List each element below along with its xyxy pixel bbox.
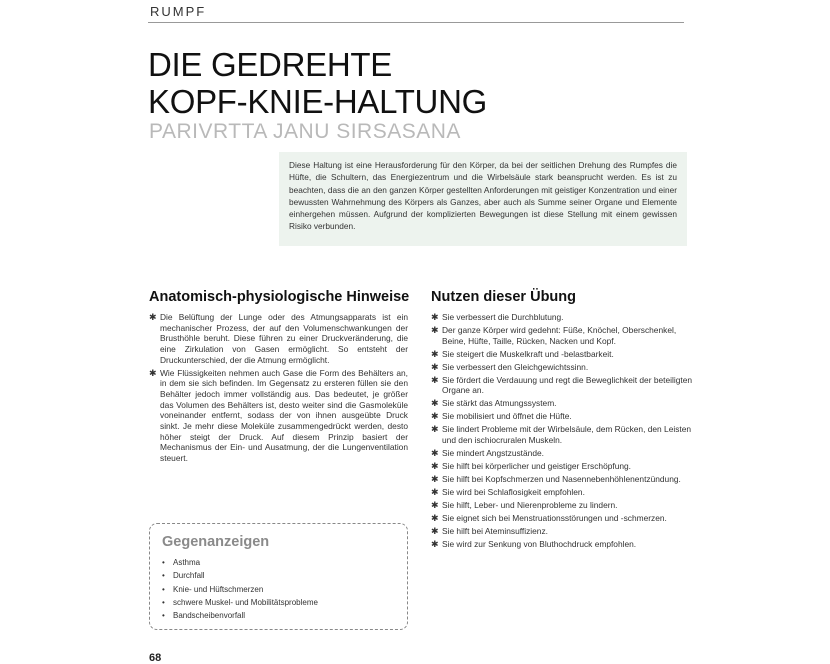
list-item: ✱ Sie lindert Probleme mit der Wirbelsäule, dem Rücken, den Leisten und den ischiocruralen Muskeln.: [431, 424, 692, 446]
list-item: ✱ Sie steigert die Muskelkraft und -belastbarkeit.: [431, 348, 614, 359]
asterisk-bullet-icon: ✱: [431, 398, 439, 409]
list-item: ✱ Sie stärkt das Atmungssystem.: [431, 398, 557, 409]
asterisk-bullet-icon: ✱: [431, 539, 439, 550]
list-item: ✱ Der ganze Körper wird gedehnt: Füße, Knöchel, Oberschenkel, Beine, Hüfte, Taille, Rücken, Nacken und Kopf.: [431, 325, 677, 346]
section-label: RUMPF: [150, 4, 207, 19]
list-item: ✱ Sie mindert Angstzustände.: [431, 448, 544, 459]
benefits-list: [431, 312, 693, 552]
list-item: ✱ Sie hilft bei Kopfschmerzen und Nasennebenhöhlenentzündung.: [431, 474, 681, 485]
title-line-1: DIE GEDREHTE: [148, 46, 392, 83]
title-line-2: KOPF-KNIE-HALTUNG: [148, 83, 487, 120]
bullet-icon: •: [162, 597, 165, 607]
list-item: • Asthma: [162, 556, 395, 569]
asterisk-bullet-icon: ✱: [431, 312, 439, 322]
list-item: ✱ Sie wird bei Schlaflosigkeit empfohlen.: [431, 487, 585, 498]
asterisk-bullet-icon: ✱: [431, 374, 439, 385]
contraindications-list: [162, 556, 395, 622]
bullet-icon: •: [162, 584, 165, 594]
bullet-icon: •: [162, 611, 165, 621]
bullet-icon: •: [162, 558, 165, 567]
asterisk-bullet-icon: ✱: [431, 487, 439, 498]
list-item: ✱ Sie verbessert die Durchblutung.: [431, 312, 564, 322]
asterisk-bullet-icon: ✱: [431, 500, 439, 511]
list-item: ✱ Sie hilft bei körperlicher und geistiger Erschöpfung.: [431, 461, 632, 472]
contraindications-heading: Gegenanzeigen: [162, 534, 270, 550]
list-item: ✱ Sie verbessert den Gleichgewichtssinn.: [431, 361, 589, 372]
intro-box: Diese Haltung ist eine Herausforderung für den Körper, da bei der seitlichen Drehung des Rumpfes die Hüfte, die Schultern, das Energiezentrum und die Wirbelsäule stark beansprucht werden. Es ist zu beachten, dass die an den ganzen Körper gestellten Anforderungen mit geistiger Konzentration und einer bewussten Wahrnehmung des Körpers als Ganzes, aber auch als Summe seiner Organe und Elemente einhergehen müssen. Aufgrund der komplizierten Bewegungen ist diese Stellung mit einem gewissen Risiko verbunden.: [279, 152, 687, 246]
list-item: • schwere Muskel- und Mobilitätsprobleme: [162, 596, 395, 609]
list-item: ✱ Die Belüftung der Lunge oder des Atmungsapparats ist ein mechanischer Prozess, der auf den Volumenschwankungen der Brusthöhle beruht. Diese führen zu einer Druckveränderung, die eine Zirkulation von Gasen ermöglicht. So entsteht der Druckunterschied, der die Atmung ermöglicht.: [149, 312, 408, 365]
sanskrit-subtitle: PARIVRTTA JANU SIRSASANA: [149, 120, 461, 143]
anatomy-heading: Anatomisch-physiologische Hinweise: [149, 289, 410, 305]
asterisk-bullet-icon: ✱: [431, 411, 439, 422]
asterisk-bullet-icon: ✱: [431, 424, 439, 435]
list-item: • Knie- und Hüftschmerzen: [162, 583, 395, 596]
asterisk-bullet-icon: ✱: [149, 312, 157, 322]
anatomy-list: [149, 312, 408, 466]
asterisk-bullet-icon: ✱: [431, 461, 439, 472]
asterisk-bullet-icon: ✱: [431, 526, 439, 537]
page-number: 68: [149, 652, 162, 664]
list-item: ✱ Wie Flüssigkeiten nehmen auch Gase die Form des Behälters an, in dem sie sich befinden. Im Gegensatz zu ersteren füllen sie den Behälter jedoch immer vollständig aus. Das bedeutet, je größer das Volumen des Behälters ist, desto weiter sind die Gasmoleküle voneinander entfernt, sodass der von ihnen ausgeübte Druck sinkt. Je mehr diese Moleküle zusammengedrückt werden, desto höher steigt der Druck. Auf diesem Prinzip basiert der Mechanismus der Ein- und Ausatmung, der die Lungenventilation steuert.: [149, 367, 408, 464]
asterisk-bullet-icon: ✱: [431, 325, 439, 335]
benefits-heading: Nutzen dieser Übung: [431, 289, 577, 305]
asterisk-bullet-icon: ✱: [431, 474, 439, 485]
contraindications-box: [149, 523, 408, 630]
asterisk-bullet-icon: ✱: [431, 348, 439, 359]
list-item: ✱ Sie fördert die Verdauung und regt die Beweglichkeit der beteiligten Organe an.: [431, 374, 693, 396]
list-item: • Bandscheibenvorfall: [162, 609, 395, 622]
asterisk-bullet-icon: ✱: [149, 367, 157, 378]
list-item: ✱ Sie eignet sich bei Menstruationsstörungen und -schmerzen.: [431, 513, 667, 524]
asterisk-bullet-icon: ✱: [431, 361, 439, 372]
bullet-icon: •: [162, 571, 165, 581]
asterisk-bullet-icon: ✱: [431, 448, 439, 459]
list-item: • Durchfall: [162, 569, 395, 582]
list-item: ✱ Sie hilft bei Ateminsuffizienz.: [431, 526, 548, 537]
page-title: [148, 46, 708, 120]
list-item: ✱ Sie wird zur Senkung von Bluthochdruck empfohlen.: [431, 539, 637, 550]
list-item: ✱ Sie hilft, Leber- und Nierenprobleme zu lindern.: [431, 500, 618, 511]
list-item: ✱ Sie mobilisiert und öffnet die Hüfte.: [431, 411, 572, 422]
top-divider: [148, 22, 684, 23]
asterisk-bullet-icon: ✱: [431, 513, 439, 524]
